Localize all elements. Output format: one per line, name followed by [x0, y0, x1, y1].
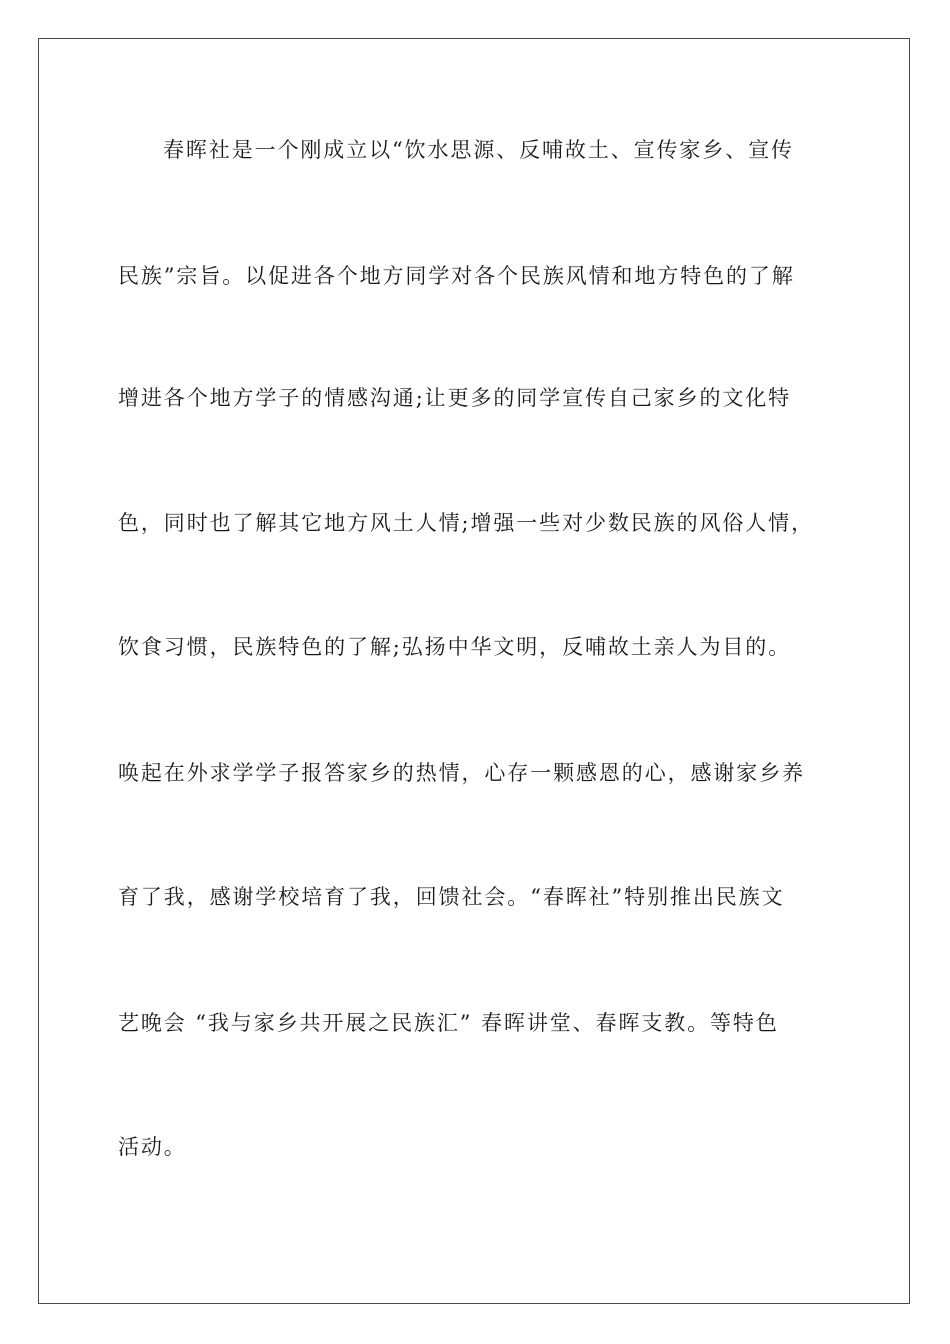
paragraph-line: 唤起在外求学学子报答家乡的热情，心存一颗感恩的心，感谢家乡养	[118, 761, 805, 785]
paragraph-line: 春晖社是一个刚成立以“饮水思源、反哺故土、宣传家乡、宣传	[163, 138, 794, 162]
paragraph-line: 艺晚会 “我与家乡共开展之民族汇” 春晖讲堂、春晖支教。等特色	[118, 1011, 779, 1035]
paragraph-line: 活动。	[118, 1135, 187, 1159]
paragraph-line: 育了我，感谢学校培育了我，回馈社会。“春晖社”特别推出民族文	[118, 885, 785, 909]
paragraph-line: 民族”宗旨。以促进各个地方同学对各个民族风情和地方特色的了解	[118, 264, 795, 288]
paragraph-line: 饮食习惯，民族特色的了解;弘扬中华文明，反哺故土亲人为目的。	[118, 635, 792, 659]
paragraph-line: 增进各个地方学子的情感沟通;让更多的同学宣传自己家乡的文化特	[118, 386, 792, 410]
paragraph-line: 色，同时也了解其它地方风土人情;增强一些对少数民族的风俗人情，	[118, 511, 814, 535]
page-border	[38, 38, 910, 1304]
